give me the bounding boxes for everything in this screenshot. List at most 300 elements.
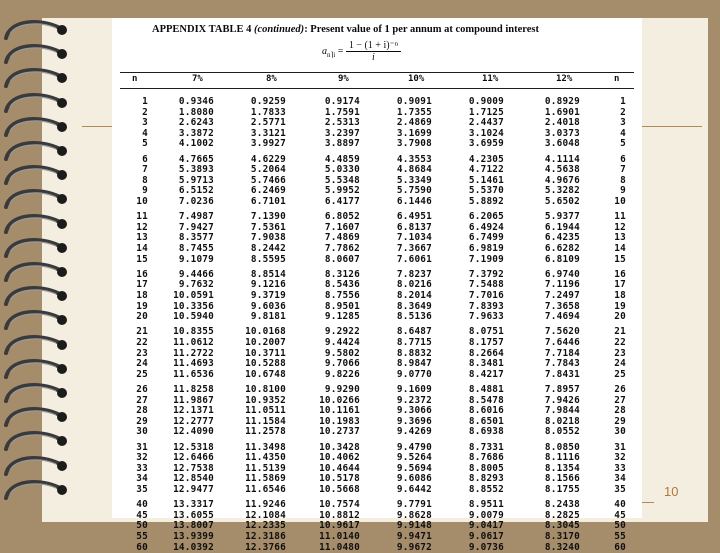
table-row: [120, 243, 634, 254]
column-header-n-right: n: [614, 74, 620, 84]
row-n-right: 4: [620, 127, 626, 139]
value-9: 7.4869: [324, 232, 360, 244]
value-8: 5.2064: [250, 164, 286, 176]
spiral-ring: [0, 91, 72, 115]
row-n: 7: [142, 164, 148, 176]
value-11: 8.5478: [468, 394, 504, 406]
value-7: 13.8007: [173, 520, 214, 532]
row-n: 24: [136, 358, 148, 370]
row-n-right: 29: [614, 415, 626, 427]
table-row: [120, 96, 634, 107]
value-9: 10.9617: [319, 520, 360, 532]
value-9: 9.1285: [324, 311, 360, 323]
value-11: 2.4437: [468, 117, 504, 129]
table-row: [120, 405, 634, 416]
row-n-right: 1: [620, 96, 626, 107]
value-8: 9.6036: [250, 300, 286, 312]
value-9: 10.3428: [319, 441, 360, 453]
value-12: 0.8929: [544, 96, 580, 107]
row-n: 3: [142, 117, 148, 129]
formula-numerator: 1 − (1 + i)⁻ⁿ: [346, 40, 401, 52]
formula-fraction: [346, 40, 401, 63]
value-10: 3.1699: [396, 127, 432, 139]
row-n: 13: [136, 232, 148, 244]
value-7: 13.6055: [173, 509, 214, 521]
spiral-ring: [0, 308, 72, 332]
scanned-table-page: [112, 18, 642, 553]
table-row: [120, 384, 634, 395]
row-n: 16: [136, 268, 148, 280]
value-12: 8.0218: [544, 415, 580, 427]
table-row: [120, 196, 634, 207]
value-9: 3.8897: [324, 138, 360, 150]
value-11: 7.8393: [468, 300, 504, 312]
value-7: 8.3577: [178, 232, 214, 244]
value-10: 9.6442: [396, 484, 432, 495]
spiral-ring: [0, 454, 72, 478]
value-7: 12.8540: [173, 473, 214, 485]
value-12: 6.1944: [544, 221, 580, 233]
value-9: 9.7066: [324, 358, 360, 370]
value-12: 8.2825: [544, 509, 580, 521]
table-row: [120, 311, 634, 322]
row-n: 50: [136, 520, 148, 532]
spiral-ring: [0, 333, 72, 357]
value-8: 10.9352: [245, 394, 286, 406]
value-9: 4.4859: [324, 153, 360, 165]
value-11: 8.4217: [468, 368, 504, 380]
value-10: 8.2014: [396, 290, 432, 301]
value-11: 8.8293: [468, 473, 504, 485]
value-7: 12.4090: [173, 426, 214, 438]
value-11: 5.5370: [468, 185, 504, 197]
value-7: 7.4987: [178, 211, 214, 223]
value-11: 3.1024: [468, 127, 504, 139]
value-12: 7.5620: [544, 326, 580, 338]
column-header-7: 7%: [192, 74, 203, 84]
row-n-right: 50: [614, 520, 626, 532]
value-7: 12.5318: [173, 441, 214, 453]
value-8: 12.3766: [245, 541, 286, 553]
value-9: 8.0607: [324, 253, 360, 265]
row-n: 19: [136, 300, 148, 312]
row-n-right: 23: [614, 347, 626, 359]
value-10: 8.5136: [396, 311, 432, 323]
table-title-suffix: : Present value of 1 per annum at compound interest: [304, 24, 539, 35]
value-11: 8.6938: [468, 426, 504, 438]
row-n: 55: [136, 531, 148, 542]
table-row: [120, 211, 634, 222]
value-8: 6.2469: [250, 185, 286, 197]
table-row: [120, 117, 634, 128]
spiral-ring: [0, 429, 72, 453]
value-7: 9.4466: [178, 268, 214, 280]
value-9: 10.4644: [319, 462, 360, 474]
value-7: 3.3872: [178, 127, 214, 139]
value-8: 8.5595: [250, 253, 286, 265]
value-11: 1.7125: [468, 106, 504, 118]
value-7: 14.0392: [173, 541, 214, 553]
value-7: 12.7538: [173, 462, 214, 474]
value-7: 8.7455: [178, 243, 214, 254]
value-9: 11.0140: [319, 531, 360, 542]
value-9: 11.0480: [319, 541, 360, 553]
row-n-right: 21: [614, 326, 626, 338]
value-10: 8.8832: [396, 347, 432, 359]
table-row: [120, 499, 634, 510]
value-10: 9.9148: [396, 520, 432, 532]
value-12: 8.2438: [544, 499, 580, 511]
value-10: 1.7355: [396, 106, 432, 118]
value-10: 9.0770: [396, 368, 432, 380]
value-7: 11.4693: [173, 358, 214, 370]
row-n-right: 2: [620, 106, 626, 118]
slide-rule-bottom: [642, 502, 654, 503]
table-row: [120, 337, 634, 348]
row-n: 15: [136, 253, 148, 265]
value-9: 7.7862: [324, 243, 360, 254]
value-9: 9.5802: [324, 347, 360, 359]
value-11: 9.0736: [468, 541, 504, 553]
value-7: 5.9713: [178, 174, 214, 186]
value-12: 8.1566: [544, 473, 580, 485]
table-row: [120, 442, 634, 453]
value-7: 13.3317: [173, 499, 214, 511]
row-n-right: 34: [614, 473, 626, 485]
row-n-right: 8: [620, 174, 626, 186]
row-n: 17: [136, 279, 148, 291]
header-bottom-rule: [120, 88, 634, 89]
value-11: 7.3792: [468, 268, 504, 280]
value-12: 7.7843: [544, 358, 580, 370]
value-12: 7.1196: [544, 279, 580, 291]
value-11: 8.1757: [468, 337, 504, 348]
value-7: 11.8258: [173, 384, 214, 395]
value-10: 5.7590: [396, 185, 432, 197]
value-12: 7.6446: [544, 337, 580, 348]
row-n-right: 35: [614, 484, 626, 495]
column-header-11: 11%: [482, 74, 499, 84]
table-row: [120, 269, 634, 280]
row-n: 26: [136, 384, 148, 395]
spiral-ring: [0, 163, 72, 187]
spiral-ring: [0, 284, 72, 308]
value-11: 6.9819: [468, 243, 504, 254]
table-row: [120, 369, 634, 380]
value-11: 8.8005: [468, 462, 504, 474]
table-row: [120, 232, 634, 243]
row-n: 10: [136, 196, 148, 207]
value-8: 8.2442: [250, 243, 286, 254]
spiral-ring: [0, 42, 72, 66]
value-8: 12.3186: [245, 531, 286, 542]
row-n: 5: [142, 138, 148, 150]
value-12: 8.0552: [544, 426, 580, 438]
value-11: 5.1461: [468, 174, 504, 186]
value-10: 6.4951: [396, 211, 432, 223]
value-8: 12.1084: [245, 509, 286, 521]
row-n: 6: [142, 153, 148, 165]
annuity-formula: [322, 40, 401, 63]
value-8: 6.7101: [250, 196, 286, 207]
value-11: 6.7499: [468, 232, 504, 244]
table-row: [120, 473, 634, 484]
value-11: 8.0751: [468, 326, 504, 338]
table-row: [120, 138, 634, 149]
value-7: 9.7632: [178, 279, 214, 291]
value-7: 4.1002: [178, 138, 214, 150]
value-12: 6.4235: [544, 232, 580, 244]
table-row: [120, 463, 634, 474]
row-n-right: 14: [614, 243, 626, 254]
value-7: 0.9346: [178, 96, 214, 107]
value-8: 11.9246: [245, 499, 286, 511]
row-n: 33: [136, 462, 148, 474]
value-11: 4.7122: [468, 164, 504, 176]
value-10: 9.4269: [396, 426, 432, 438]
value-7: 13.9399: [173, 531, 214, 542]
value-10: 8.7715: [396, 337, 432, 348]
value-7: 11.2722: [173, 347, 214, 359]
value-12: 8.1354: [544, 462, 580, 474]
row-n-right: 28: [614, 405, 626, 417]
value-9: 6.8052: [324, 211, 360, 223]
table-row: [120, 452, 634, 463]
row-n-right: 15: [614, 253, 626, 265]
row-n-right: 13: [614, 232, 626, 244]
value-10: 7.3667: [396, 243, 432, 254]
value-12: 3.0373: [544, 127, 580, 139]
table-row: [120, 254, 634, 265]
row-n-right: 10: [614, 196, 626, 207]
value-12: 6.8109: [544, 253, 580, 265]
header-top-rule: [120, 72, 634, 73]
row-n-right: 9: [620, 185, 626, 197]
value-8: 10.8100: [245, 384, 286, 395]
value-12: 5.9377: [544, 211, 580, 223]
value-9: 8.5436: [324, 279, 360, 291]
row-n-right: 3: [620, 117, 626, 129]
spiral-ring: [0, 357, 72, 381]
value-12: 5.6502: [544, 196, 580, 207]
row-n-right: 7: [620, 164, 626, 176]
row-n-right: 18: [614, 290, 626, 301]
value-8: 11.1584: [245, 415, 286, 427]
row-n: 22: [136, 337, 148, 348]
value-10: 4.8684: [396, 164, 432, 176]
table-row: [120, 510, 634, 521]
value-8: 5.7466: [250, 174, 286, 186]
table-row: [120, 326, 634, 337]
table-title-prefix: APPENDIX TABLE 4: [152, 24, 255, 35]
value-10: 9.5264: [396, 452, 432, 464]
value-10: 4.3553: [396, 153, 432, 165]
value-9: 5.0330: [324, 164, 360, 176]
column-header-10: 10%: [408, 74, 425, 84]
value-9: 2.5313: [324, 117, 360, 129]
value-7: 4.7665: [178, 153, 214, 165]
value-10: 8.9847: [396, 358, 432, 370]
value-11: 7.7016: [468, 290, 504, 301]
value-11: 6.2065: [468, 211, 504, 223]
value-10: 9.6086: [396, 473, 432, 485]
value-8: 7.1390: [250, 211, 286, 223]
spiral-ring: [0, 139, 72, 163]
column-header-9: 9%: [338, 74, 349, 84]
value-12: 4.5638: [544, 164, 580, 176]
table-row: [120, 542, 634, 553]
table-row: [120, 395, 634, 406]
value-12: 5.3282: [544, 185, 580, 197]
spiral-ring: [0, 236, 72, 260]
table-row: [120, 164, 634, 175]
row-n-right: 60: [614, 541, 626, 553]
row-n-right: 31: [614, 441, 626, 453]
row-n: 18: [136, 290, 148, 301]
row-n-right: 55: [614, 531, 626, 542]
value-11: 9.0617: [468, 531, 504, 542]
value-10: 8.3649: [396, 300, 432, 312]
value-11: 8.2664: [468, 347, 504, 359]
formula-equals: =: [337, 45, 344, 57]
table-title: [152, 24, 632, 35]
table-title-continued: (continued): [254, 24, 305, 35]
value-7: 11.0612: [173, 337, 214, 348]
value-11: 6.4924: [468, 221, 504, 233]
column-header-8: 8%: [266, 74, 277, 84]
value-8: 9.3719: [250, 290, 286, 301]
value-9: 7.1607: [324, 221, 360, 233]
value-8: 10.2007: [245, 337, 286, 348]
value-11: 7.5488: [468, 279, 504, 291]
formula-denominator: i: [372, 52, 375, 63]
row-n-right: 17: [614, 279, 626, 291]
row-n-right: 32: [614, 452, 626, 464]
value-7: 12.6466: [173, 452, 214, 464]
row-n-right: 24: [614, 358, 626, 370]
value-12: 6.6282: [544, 243, 580, 254]
table-row: [120, 107, 634, 118]
value-9: 8.3126: [324, 268, 360, 280]
row-n-right: 40: [614, 499, 626, 511]
value-9: 10.4062: [319, 452, 360, 464]
value-10: 6.1446: [396, 196, 432, 207]
value-10: 2.4869: [396, 117, 432, 129]
value-9: 9.8226: [324, 368, 360, 380]
value-9: 10.1161: [319, 405, 360, 417]
value-9: 1.7591: [324, 106, 360, 118]
value-10: 7.1034: [396, 232, 432, 244]
value-12: 2.4018: [544, 117, 580, 129]
row-n: 32: [136, 452, 148, 464]
value-12: 8.3045: [544, 520, 580, 532]
row-n: 60: [136, 541, 148, 553]
value-9: 10.8812: [319, 509, 360, 521]
value-12: 1.6901: [544, 106, 580, 118]
value-12: 3.6048: [544, 138, 580, 150]
value-8: 9.8181: [250, 311, 286, 323]
table-row: [120, 426, 634, 437]
value-12: 7.7184: [544, 347, 580, 359]
value-11: 4.2305: [468, 153, 504, 165]
table-row: [120, 222, 634, 233]
value-8: 3.9927: [250, 138, 286, 150]
value-7: 9.1079: [178, 253, 214, 265]
value-7: 10.3356: [173, 300, 214, 312]
value-10: 9.9672: [396, 541, 432, 553]
row-n-right: 27: [614, 394, 626, 406]
value-11: 8.3481: [468, 358, 504, 370]
value-10: 5.3349: [396, 174, 432, 186]
table-row: [120, 531, 634, 542]
value-7: 7.9427: [178, 221, 214, 233]
value-8: 11.3498: [245, 441, 286, 453]
value-9: 8.9501: [324, 300, 360, 312]
row-n: 40: [136, 499, 148, 511]
formula-lhs: a: [322, 45, 327, 57]
value-10: 7.8237: [396, 268, 432, 280]
value-12: 7.9844: [544, 405, 580, 417]
value-12: 7.4694: [544, 311, 580, 323]
row-n: 29: [136, 415, 148, 427]
row-n: 8: [142, 174, 148, 186]
spiral-binding: [0, 18, 72, 522]
spiral-ring: [0, 18, 72, 42]
value-10: 9.7791: [396, 499, 432, 511]
value-11: 0.9009: [468, 96, 504, 107]
value-9: 9.2922: [324, 326, 360, 338]
table-row: [120, 301, 634, 312]
value-9: 9.4424: [324, 337, 360, 348]
spiral-ring: [0, 260, 72, 284]
row-n: 21: [136, 326, 148, 338]
spiral-ring: [0, 212, 72, 236]
row-n: 23: [136, 347, 148, 359]
value-12: 8.3170: [544, 531, 580, 542]
spiral-ring: [0, 115, 72, 139]
value-11: 8.8552: [468, 484, 504, 495]
value-7: 11.6536: [173, 368, 214, 380]
slide-rule-right: [642, 126, 702, 127]
row-n-right: 30: [614, 426, 626, 438]
value-9: 6.4177: [324, 196, 360, 207]
value-12: 7.8957: [544, 384, 580, 395]
value-7: 5.3893: [178, 164, 214, 176]
row-n: 30: [136, 426, 148, 438]
value-10: 9.1609: [396, 384, 432, 395]
value-11: 8.6016: [468, 405, 504, 417]
row-n: 45: [136, 509, 148, 521]
row-n: 28: [136, 405, 148, 417]
value-10: 9.5694: [396, 462, 432, 474]
table-row: [120, 279, 634, 290]
value-8: 2.5771: [250, 117, 286, 129]
value-12: 8.1116: [544, 452, 580, 464]
row-n: 14: [136, 243, 148, 254]
row-n: 4: [142, 127, 148, 139]
row-n-right: 25: [614, 368, 626, 380]
value-12: 4.1114: [544, 153, 580, 165]
value-8: 0.9259: [250, 96, 286, 107]
value-9: 10.5668: [319, 484, 360, 495]
value-7: 12.2777: [173, 415, 214, 427]
row-n: 31: [136, 441, 148, 453]
value-9: 10.5178: [319, 473, 360, 485]
value-12: 8.0850: [544, 441, 580, 453]
value-11: 8.7331: [468, 441, 504, 453]
value-9: 3.2397: [324, 127, 360, 139]
slide-number: 10: [664, 484, 679, 499]
